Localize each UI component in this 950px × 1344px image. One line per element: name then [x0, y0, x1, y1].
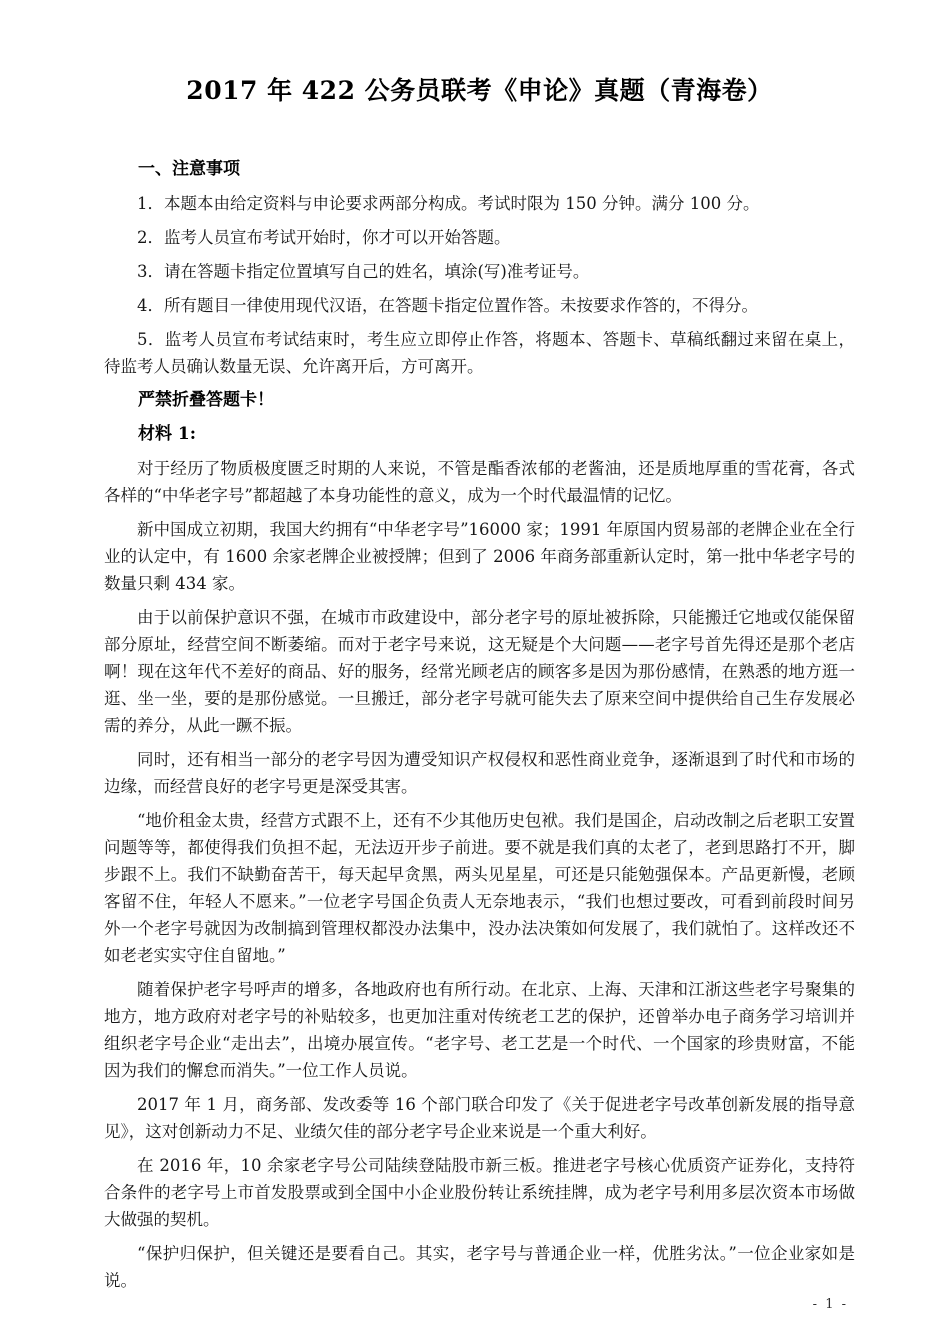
material-paragraph-1: 对于经历了物质极度匮乏时期的人来说，不管是酯香浓郁的老酱油，还是质地厚重的雪花膏，各式各样的“中华老字号”都超越了本身功能性的意义，成为一个时代最温情的记忆。 — [104, 459, 855, 505]
page-title: 2017 年 422 公务员联考《申论》真题（青海卷） — [186, 76, 773, 105]
material-paragraph-5: “地价租金太贵，经营方式跟不上，还有不少其他历史包袱。我们是国企，启动改制之后老职工安置问题等等，都使得我们负担不起，无法迈开步子前进。要不就是我们真的太老了，老到思路打不开，脚步跟不上。我们不缺勤奋苦干，每天起早贪黑，两头见星星，可还是只能勉强保本。产品更新慢，老顾客留不住，年轻人不愿来。”一位老字号国企负责人无奈地表示，“我们也想过要改，可看到前段时间另外一个老字号就因为改制搞到管理权都没办法集中，没办法决策如何发展了，我们就怕了。这样改还不如老老实实守住自留地。” — [104, 811, 855, 965]
material-paragraph-6: 随着保护老字号呼声的增多，各地政府也有所行动。在北京、上海、天津和江浙这些老字号聚集的地方，地方政府对老字号的补贴较多，也更加注重对传统老工艺的保护，还曾举办电子商务学习培训并组织老字号企业“走出去”，出境办展宣传。“老字号、老工艺是一个时代、一个国家的珍贵财富，不能因为我们的懈怠而消失。”一位工作人员说。 — [104, 980, 855, 1080]
material-1-heading: 材料 1: — [138, 424, 197, 444]
material-paragraph-8: 在 2016 年，10 余家老字号公司陆续登陆股市新三板。推进老字号核心优质资产证券化，支持符合条件的老字号上市首发股票或到全国中小企业股份转让系统挂牌，成为老字号利用多层次资本市场做大做强的契机。 — [104, 1156, 855, 1229]
notice-item-5: 5．监考人员宣布考试结束时，考生应立即停止作答，将题本、答题卡、草稿纸翻过来留在桌上，待监考人员确认数量无误、允许离开后，方可离开。 — [104, 330, 855, 376]
material-paragraph-9: “保护归保护，但关键还是要看自己。其实，老字号与普通企业一样，优胜劣汰。”一位企业家如是说。 — [104, 1244, 855, 1290]
page-number: - 1 - — [812, 1297, 848, 1312]
material-paragraph-3: 由于以前保护意识不强，在城市市政建设中，部分老字号的原址被拆除，只能搬迁它地或仅能保留部分原址，经营空间不断萎缩。而对于老字号来说，这无疑是个大问题——老字号首先得还是那个老店啊！现在这年代不差好的商品、好的服务，经常光顾老店的顾客多是因为那份感情，在熟悉的地方逛一逛、坐一坐，要的是那份感觉。一旦搬迁，部分老字号就可能失去了原来空间中提供给自己生存发展必需的养分，从此一蹶不振。 — [104, 608, 855, 735]
material-paragraph-7: 2017 年 1 月，商务部、发改委等 16 个部门联合印发了《关于促进老字号改革创新发展的指导意见》，这对创新动力不足、业绩欠佳的部分老字号企业来说是一个重大利好。 — [104, 1095, 855, 1141]
material-paragraph-4: 同时，还有相当一部分的老字号因为遭受知识产权侵权和恶性商业竞争，逐渐退到了时代和市场的边缘，而经营良好的老字号更是深受其害。 — [104, 750, 855, 796]
notice-item-2: 2．监考人员宣布考试开始时，你才可以开始答题。 — [137, 228, 511, 247]
notice-section-heading: 一、注意事项 — [138, 159, 240, 179]
notice-item-1: 1．本题本由给定资料与申论要求两部分构成。考试时限为 150 分钟。满分 100 分。 — [137, 194, 760, 213]
material-paragraph-2: 新中国成立初期，我国大约拥有“中华老字号”16000 家；1991 年原国内贸易部的老牌企业在全行业的认定中，有 1600 余家老牌企业被授牌；但到了 2006 年商务部重新认定时，第一批中华老字号的数量只剩 434 家。 — [104, 520, 855, 593]
answer-card-warning: 严禁折叠答题卡！ — [138, 390, 274, 410]
notice-item-4: 4．所有题目一律使用现代汉语，在答题卡指定位置作答。未按要求作答的，不得分。 — [137, 296, 758, 315]
notice-item-3: 3．请在答题卡指定位置填写自己的姓名，填涂(写)准考证号。 — [137, 262, 590, 281]
